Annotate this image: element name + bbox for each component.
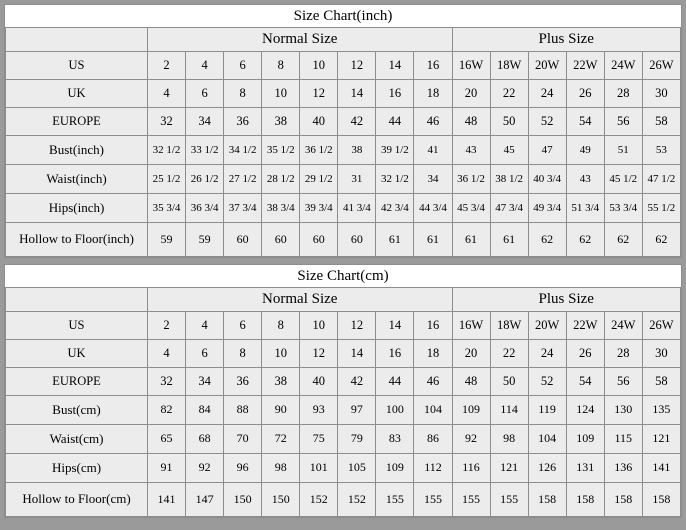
cell: 10 [262,80,300,108]
cell: 60 [262,223,300,257]
cell: 40 [300,368,338,396]
table-row [6,165,681,194]
cell: 70 [224,425,262,454]
cell: 10 [262,340,300,368]
row-label: US [6,52,148,80]
cell: 45 1/2 [604,165,642,194]
cell: 88 [224,396,262,425]
cell: 42 [338,108,376,136]
row-label: UK [6,340,148,368]
cell: 97 [338,396,376,425]
cell: 150 [262,483,300,517]
cell: 36 1/2 [452,165,490,194]
cell: 14 [376,312,414,340]
cell: 46 [414,108,452,136]
row-label: US [6,312,148,340]
cell: 119 [528,396,566,425]
group-normal-size: Normal Size [148,28,453,52]
cell: 26 1/2 [186,165,224,194]
cell: 48 [452,108,490,136]
cell: 14 [338,80,376,108]
cell: 12 [338,52,376,80]
cell: 155 [376,483,414,517]
cell: 53 3/4 [604,194,642,223]
cell: 60 [300,223,338,257]
cell: 16 [414,52,452,80]
cell: 98 [490,425,528,454]
cell: 121 [490,454,528,483]
chart-title: Size Chart(cm) [6,265,681,288]
table-row [6,194,681,223]
cell: 22 [490,80,528,108]
cell: 29 1/2 [300,165,338,194]
cell: 136 [604,454,642,483]
cell: 4 [148,340,186,368]
cell: 10 [300,52,338,80]
group-row-spacer [6,288,148,312]
table-row [6,312,681,340]
cell: 47 3/4 [490,194,528,223]
cell: 43 [452,136,490,165]
cell: 55 1/2 [642,194,680,223]
cell: 152 [300,483,338,517]
table-row [6,396,681,425]
table-row [6,108,681,136]
cell: 36 [224,368,262,396]
cell: 98 [262,454,300,483]
cell: 121 [642,425,680,454]
cell: 8 [262,312,300,340]
cell: 158 [566,483,604,517]
cell: 36 3/4 [186,194,224,223]
cell: 158 [528,483,566,517]
cell: 14 [376,52,414,80]
cell: 18W [490,52,528,80]
cell: 49 3/4 [528,194,566,223]
cell: 38 [262,368,300,396]
chart-title-row [6,265,681,288]
cell: 43 [566,165,604,194]
cell: 83 [376,425,414,454]
table-row [6,483,681,517]
cell: 12 [338,312,376,340]
cell: 141 [148,483,186,517]
table-row [6,52,681,80]
cell: 48 [452,368,490,396]
cell: 12 [300,80,338,108]
cell: 6 [186,340,224,368]
cell: 31 [338,165,376,194]
cell: 90 [262,396,300,425]
row-label: Bust(inch) [6,136,148,165]
cell: 33 1/2 [186,136,224,165]
cell: 32 [148,108,186,136]
cell: 115 [604,425,642,454]
cell: 28 [604,340,642,368]
cell: 27 1/2 [224,165,262,194]
cell: 34 1/2 [224,136,262,165]
cell: 46 [414,368,452,396]
cell: 47 [528,136,566,165]
cell: 92 [186,454,224,483]
cell: 2 [148,52,186,80]
cell: 101 [300,454,338,483]
cell: 61 [376,223,414,257]
cell: 52 [528,368,566,396]
cell: 42 3/4 [376,194,414,223]
cell: 16 [414,312,452,340]
cell: 25 1/2 [148,165,186,194]
size-chart-cm-table [5,265,681,517]
cell: 82 [148,396,186,425]
cell: 24 [528,80,566,108]
size-chart-inch [4,4,682,258]
cell: 6 [186,80,224,108]
table-row [6,223,681,257]
cell: 61 [490,223,528,257]
cell: 104 [414,396,452,425]
cell: 30 [642,80,680,108]
cell: 38 [338,136,376,165]
cell: 56 [604,108,642,136]
cell: 18 [414,80,452,108]
cell: 152 [338,483,376,517]
cell: 41 3/4 [338,194,376,223]
cell: 116 [452,454,490,483]
cell: 147 [186,483,224,517]
cell: 34 [414,165,452,194]
cell: 16W [452,312,490,340]
cell: 130 [604,396,642,425]
cell: 141 [642,454,680,483]
cell: 26W [642,312,680,340]
cell: 109 [452,396,490,425]
cell: 62 [642,223,680,257]
row-label: Hips(cm) [6,454,148,483]
row-label: EUROPE [6,368,148,396]
cell: 62 [604,223,642,257]
cell: 93 [300,396,338,425]
cell: 38 [262,108,300,136]
cell: 124 [566,396,604,425]
cell: 8 [262,52,300,80]
cell: 58 [642,368,680,396]
cell: 20W [528,312,566,340]
cell: 50 [490,108,528,136]
cell: 44 3/4 [414,194,452,223]
cell: 86 [414,425,452,454]
cell: 22W [566,52,604,80]
cell: 96 [224,454,262,483]
cell: 24W [604,52,642,80]
cell: 12 [300,340,338,368]
cell: 104 [528,425,566,454]
group-plus-size: Plus Size [452,288,681,312]
row-label: Hollow to Floor(cm) [6,483,148,517]
cell: 30 [642,340,680,368]
cell: 91 [148,454,186,483]
row-label: Hips(inch) [6,194,148,223]
cell: 18W [490,312,528,340]
cell: 51 3/4 [566,194,604,223]
cell: 92 [452,425,490,454]
table-row [6,136,681,165]
cell: 38 1/2 [490,165,528,194]
row-label: Bust(cm) [6,396,148,425]
cell: 34 [186,368,224,396]
cell: 40 [300,108,338,136]
cell: 28 [604,80,642,108]
cell: 49 [566,136,604,165]
cell: 155 [452,483,490,517]
cell: 22 [490,340,528,368]
cell: 36 1/2 [300,136,338,165]
cell: 28 1/2 [262,165,300,194]
chart-title-row [6,5,681,28]
cell: 20 [452,80,490,108]
cell: 155 [490,483,528,517]
cell: 158 [604,483,642,517]
group-normal-size: Normal Size [148,288,453,312]
cell: 20W [528,52,566,80]
group-plus-size: Plus Size [452,28,681,52]
size-chart-cm [4,264,682,518]
cell: 35 3/4 [148,194,186,223]
cell: 155 [414,483,452,517]
cell: 54 [566,368,604,396]
group-row-spacer [6,28,148,52]
cell: 24 [528,340,566,368]
cell: 44 [376,108,414,136]
cell: 45 [490,136,528,165]
cell: 10 [300,312,338,340]
cell: 22W [566,312,604,340]
cell: 26 [566,340,604,368]
table-row [6,425,681,454]
cell: 26W [642,52,680,80]
cell: 34 [186,108,224,136]
cell: 37 3/4 [224,194,262,223]
table-row [6,340,681,368]
cell: 60 [224,223,262,257]
cell: 36 [224,108,262,136]
cell: 109 [376,454,414,483]
cell: 59 [148,223,186,257]
cell: 53 [642,136,680,165]
cell: 20 [452,340,490,368]
cell: 26 [566,80,604,108]
cell: 50 [490,368,528,396]
cell: 61 [414,223,452,257]
cell: 150 [224,483,262,517]
cell: 56 [604,368,642,396]
cell: 2 [148,312,186,340]
cell: 32 1/2 [148,136,186,165]
cell: 61 [452,223,490,257]
cell: 75 [300,425,338,454]
row-label: Hollow to Floor(inch) [6,223,148,257]
cell: 158 [642,483,680,517]
cell: 39 3/4 [300,194,338,223]
cell: 35 1/2 [262,136,300,165]
cell: 79 [338,425,376,454]
cell: 54 [566,108,604,136]
cell: 6 [224,312,262,340]
cell: 32 1/2 [376,165,414,194]
cell: 62 [528,223,566,257]
cell: 45 3/4 [452,194,490,223]
chart-group-row [6,28,681,52]
cell: 32 [148,368,186,396]
size-chart-inch-table [5,5,681,257]
cell: 44 [376,368,414,396]
cell: 131 [566,454,604,483]
cell: 114 [490,396,528,425]
cell: 42 [338,368,376,396]
cell: 38 3/4 [262,194,300,223]
cell: 39 1/2 [376,136,414,165]
cell: 14 [338,340,376,368]
table-row [6,454,681,483]
table-row [6,368,681,396]
cell: 6 [224,52,262,80]
cell: 112 [414,454,452,483]
cell: 72 [262,425,300,454]
cell: 52 [528,108,566,136]
cell: 4 [148,80,186,108]
cell: 58 [642,108,680,136]
cell: 18 [414,340,452,368]
cell: 24W [604,312,642,340]
chart-title: Size Chart(inch) [6,5,681,28]
cell: 41 [414,136,452,165]
cell: 16 [376,340,414,368]
cell: 68 [186,425,224,454]
cell: 8 [224,80,262,108]
cell: 51 [604,136,642,165]
chart-group-row [6,288,681,312]
cell: 126 [528,454,566,483]
cell: 4 [186,52,224,80]
cell: 105 [338,454,376,483]
cell: 62 [566,223,604,257]
row-label: UK [6,80,148,108]
cell: 135 [642,396,680,425]
cell: 16W [452,52,490,80]
cell: 65 [148,425,186,454]
row-label: EUROPE [6,108,148,136]
table-row [6,80,681,108]
cell: 47 1/2 [642,165,680,194]
cell: 8 [224,340,262,368]
cell: 109 [566,425,604,454]
cell: 100 [376,396,414,425]
cell: 59 [186,223,224,257]
row-label: Waist(cm) [6,425,148,454]
row-label: Waist(inch) [6,165,148,194]
cell: 40 3/4 [528,165,566,194]
cell: 84 [186,396,224,425]
cell: 4 [186,312,224,340]
cell: 60 [338,223,376,257]
cell: 16 [376,80,414,108]
